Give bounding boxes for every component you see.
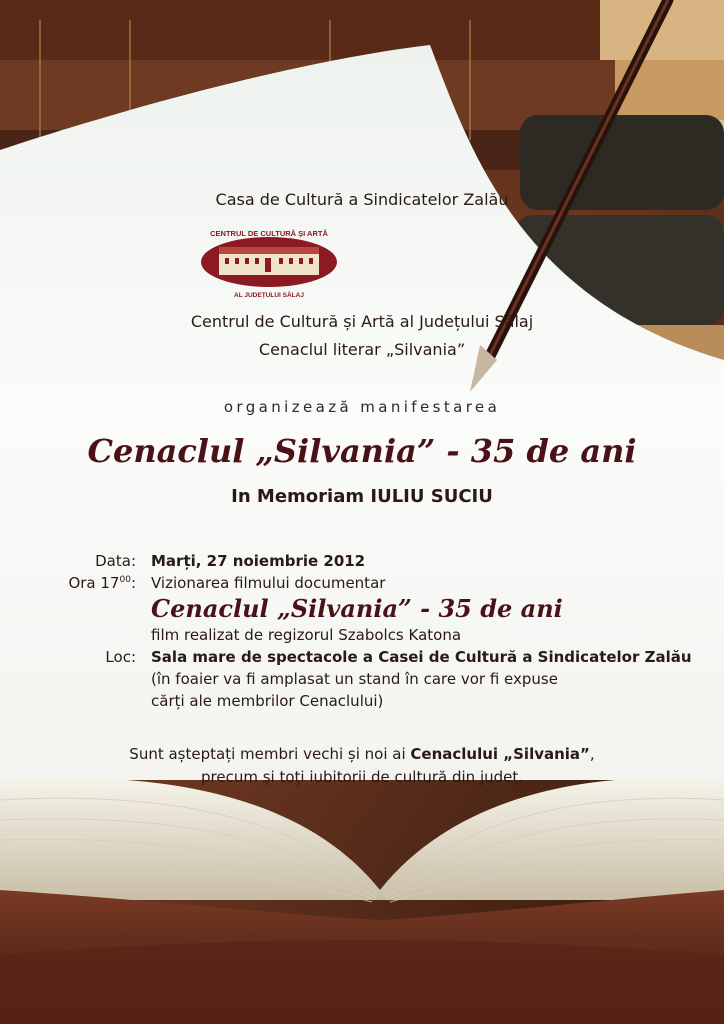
time-label: Ora $17^{00}$: (68, 574, 136, 592)
location-value: Sala mare de spectacole a Casei de Cultură a Sindicatelor Zalău (151, 648, 692, 666)
program-line: Vizionarea filmului documentar (151, 574, 386, 592)
date-label: Data: (95, 552, 136, 570)
co-organizer-2: Cenaclul literar „Silvania” (258, 340, 466, 359)
co-organizer-1: Centrul de Cultură și Artă al Județului Sălaj (190, 312, 534, 331)
closing-line-1-bold: Cenaclului „Silvania” (410, 745, 590, 763)
film-title: Cenaclul „Silvania” - 35 de ani (151, 594, 563, 623)
intro-line: organizează manifestarea (223, 398, 501, 416)
logo-top-text: CENTRUL DE CULTURĂ ȘI ARTĂ (210, 229, 328, 238)
date-value: Marți, 27 noiembrie 2012 (151, 552, 366, 570)
closing-line-1: Sunt așteptați membri vechi și noi ai Cenaclului „Silvania”, (129, 745, 595, 763)
event-subtitle: In Memoriam IULIU SUCIU (231, 486, 493, 507)
organizer-name: Casa de Cultură a Sindicatelor Zalău (215, 190, 509, 209)
event-title: Cenaclul „Silvania” - 35 de ani (87, 432, 637, 470)
location-label: Loc: (105, 648, 136, 666)
logo-bottom-text: AL JUDEȚULUI SĂLAJ (234, 292, 304, 299)
institution-logo (199, 224, 339, 300)
location-note-1: (în foaier va fi amplasat un stand în care vor fi expuse (151, 670, 558, 688)
location-note-2: cărți ale membrilor Cenaclului) (151, 692, 384, 710)
closing-line-2: precum și toți iubitorii de cultură din județ. (200, 768, 524, 786)
film-credit: film realizat de regizorul Szabolcs Katona (151, 626, 462, 644)
